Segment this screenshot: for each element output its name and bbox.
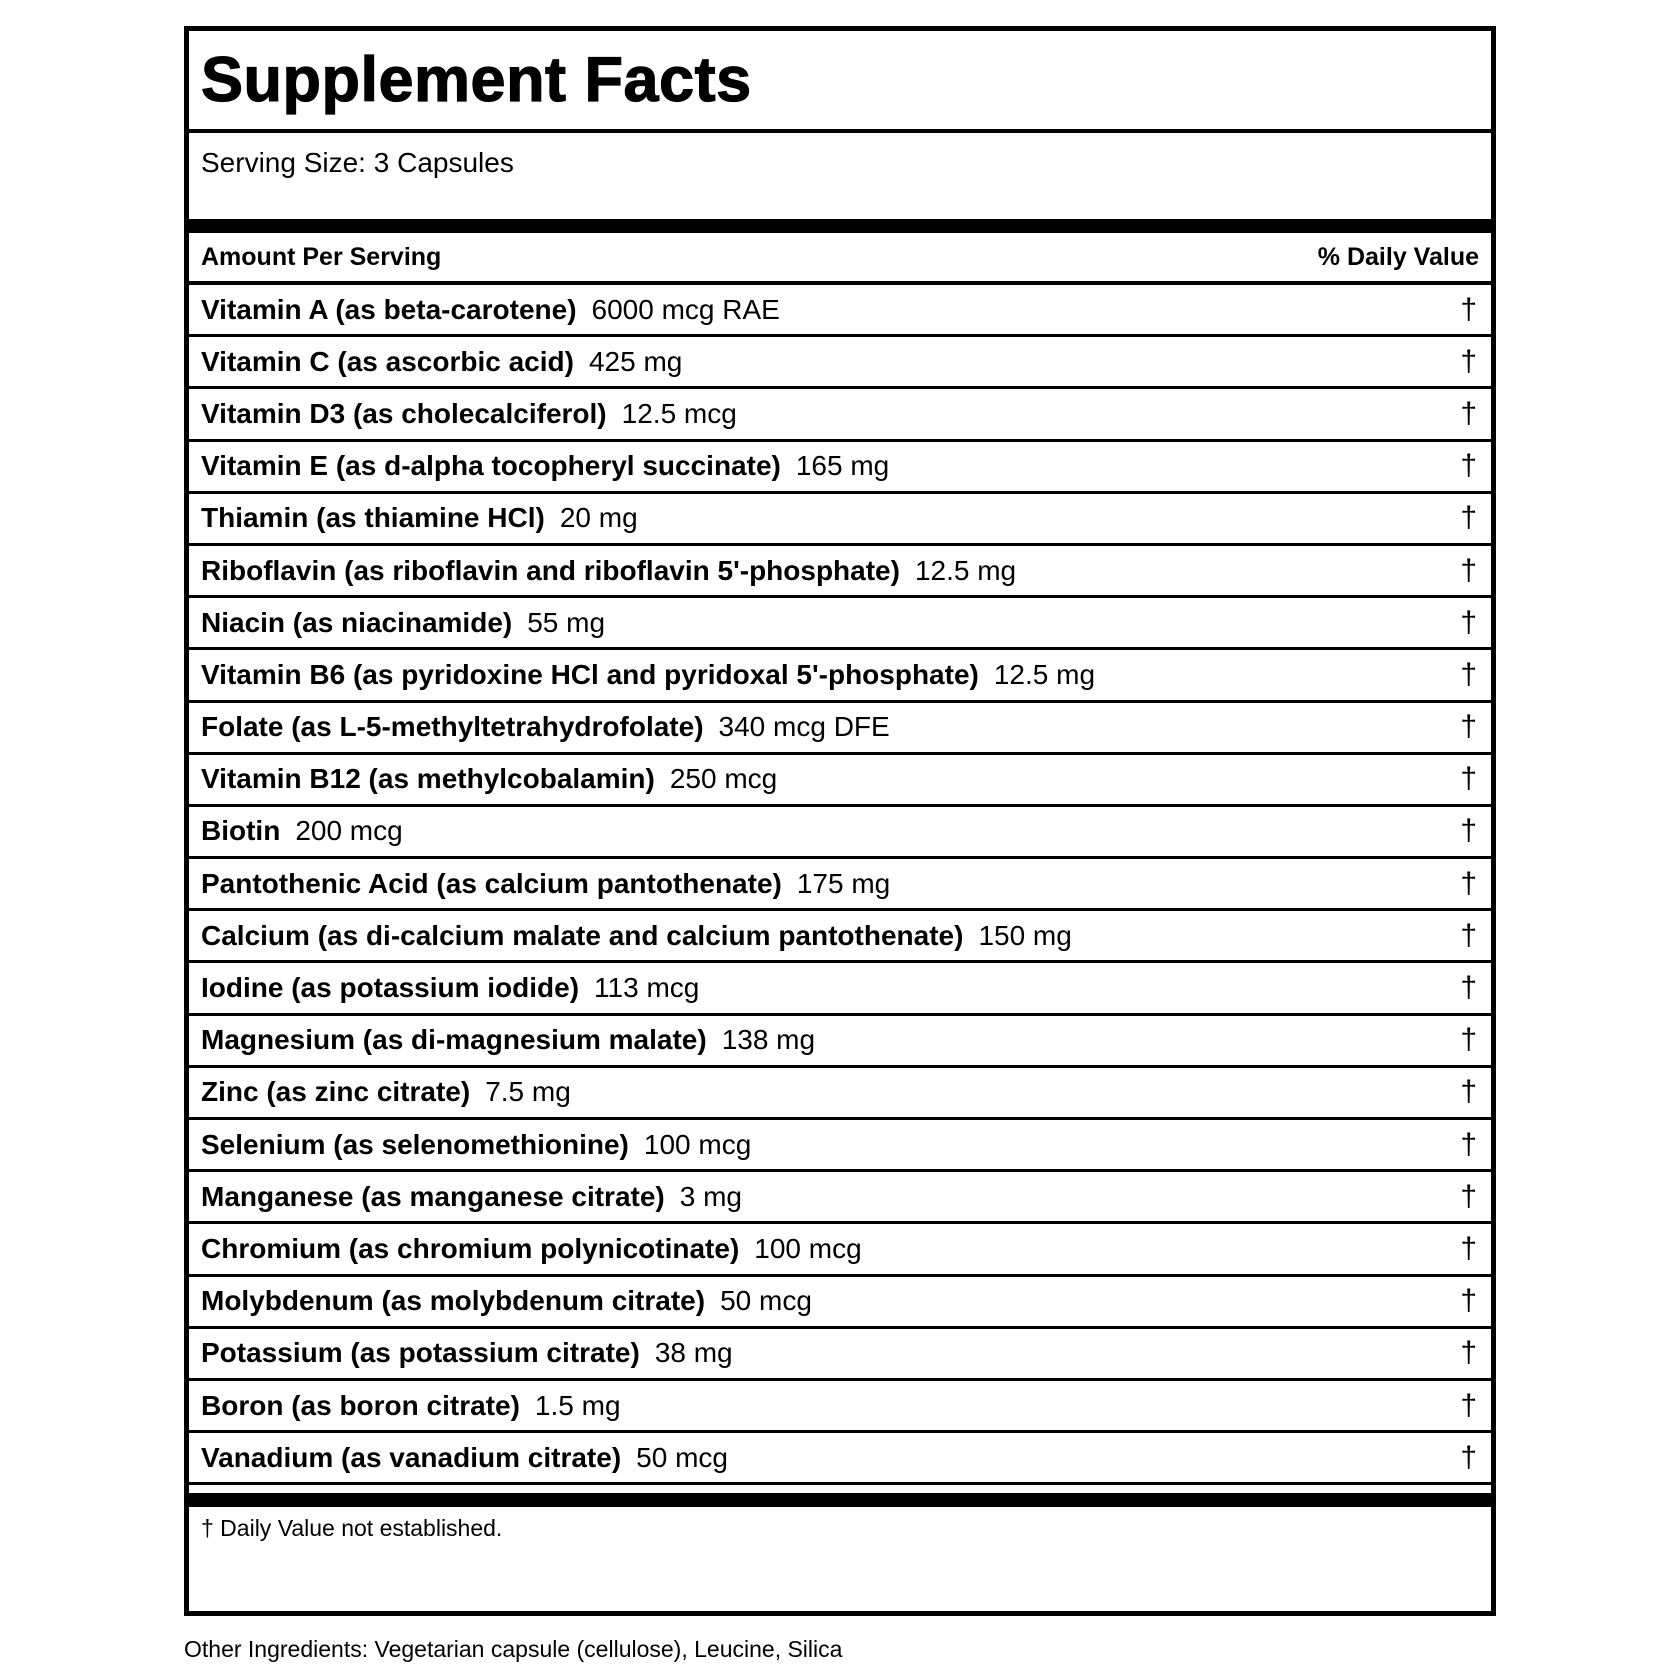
nutrient-row (189, 911, 1491, 963)
nutrient-info (201, 868, 890, 900)
nutrient-info (201, 1233, 862, 1265)
nutrient-info (201, 763, 777, 795)
nutrient-name: Folate (as L-5-methyltetrahydrofolate) (201, 711, 704, 743)
nutrient-info (201, 1076, 571, 1108)
nutrient-amount: 38 mg (654, 1337, 733, 1369)
nutrient-amount: 340 mcg DFE (718, 711, 890, 743)
nutrient-row (189, 1172, 1491, 1224)
daily-value-dagger: † (1460, 657, 1477, 691)
nutrient-name: Chromium (as chromium polynicotinate) (201, 1232, 740, 1264)
nutrient-info (201, 972, 699, 1004)
daily-value-dagger: † (1460, 1336, 1477, 1370)
nutrient-amount: 3 mg (679, 1180, 742, 1212)
nutrient-name: Thiamin (as thiamine HCl) (201, 502, 545, 534)
nutrient-info (201, 294, 780, 326)
nutrient-info (201, 920, 1072, 952)
nutrient-amount: 12.5 mg (914, 554, 1017, 586)
nutrient-name: Iodine (as potassium iodide) (201, 972, 580, 1004)
nutrient-name: Niacin (as niacinamide) (201, 606, 513, 638)
footnote: † Daily Value not established. (201, 1515, 503, 1542)
panel-title: Supplement Facts (201, 45, 752, 115)
nutrient-name: Manganese (as manganese citrate) (201, 1180, 665, 1212)
daily-value-dagger: † (1460, 1127, 1477, 1161)
daily-value-header: % Daily Value (1317, 242, 1479, 271)
daily-value-dagger: † (1460, 918, 1477, 952)
nutrient-row (189, 1277, 1491, 1329)
daily-value-dagger: † (1460, 710, 1477, 744)
nutrient-row (189, 285, 1491, 337)
daily-value-dagger: † (1460, 1231, 1477, 1265)
nutrient-info (201, 1442, 728, 1474)
nutrient-info (201, 1285, 812, 1317)
nutrient-name: Vitamin B6 (as pyridoxine HCl and pyridoxal 5'-phosphate) (201, 658, 979, 690)
nutrient-amount: 6000 mcg RAE (591, 293, 780, 325)
daily-value-dagger: † (1460, 971, 1477, 1005)
title-area (189, 31, 1491, 133)
nutrient-name: Vitamin A (as beta-carotene) (201, 293, 577, 325)
nutrient-amount: 113 mcg (594, 972, 700, 1004)
nutrient-name: Boron (as boron citrate) (201, 1389, 520, 1421)
nutrient-row (189, 1433, 1491, 1485)
nutrient-amount: 20 mg (559, 502, 638, 534)
nutrient-row (189, 337, 1491, 389)
nutrient-name: Riboflavin (as riboflavin and riboflavin 5'-phosphate) (201, 554, 900, 586)
daily-value-dagger: † (1460, 1075, 1477, 1109)
daily-value-dagger: † (1460, 1440, 1477, 1474)
nutrient-info (201, 555, 1016, 587)
nutrient-row (189, 650, 1491, 702)
nutrient-name: Vitamin B12 (as methylcobalamin) (201, 763, 655, 795)
nutrient-info (201, 1337, 733, 1369)
nutrient-name: Zinc (as zinc citrate) (201, 1076, 471, 1108)
nutrient-amount: 100 mcg (643, 1128, 752, 1160)
table-header (189, 233, 1491, 285)
nutrient-info (201, 659, 1095, 691)
nutrient-name: Vitamin C (as ascorbic acid) (201, 345, 574, 377)
nutrient-amount: 150 mg (978, 919, 1072, 951)
daily-value-dagger: † (1460, 866, 1477, 900)
nutrient-name: Magnesium (as di-magnesium malate) (201, 1024, 707, 1056)
nutrient-name: Calcium (as di-calcium malate and calcium pantothenate) (201, 919, 964, 951)
nutrient-amount: 55 mg (527, 606, 606, 638)
nutrient-row (189, 859, 1491, 911)
nutrient-amount: 50 mcg (636, 1441, 728, 1473)
nutrient-row (189, 703, 1491, 755)
nutrient-info (201, 607, 605, 639)
nutrient-row (189, 546, 1491, 598)
nutrient-name: Vitamin E (as d-alpha tocopheryl succinate) (201, 450, 781, 482)
nutrient-row (189, 598, 1491, 650)
daily-value-dagger: † (1460, 396, 1477, 430)
nutrient-amount: 165 mg (795, 450, 890, 482)
amount-per-serving-header: Amount Per Serving (201, 242, 442, 271)
daily-value-dagger: † (1460, 1179, 1477, 1213)
nutrient-row (189, 1016, 1491, 1068)
nutrient-amount: 138 mg (721, 1024, 816, 1056)
daily-value-dagger: † (1460, 449, 1477, 483)
daily-value-dagger: † (1460, 1284, 1477, 1318)
nutrient-amount: 100 mcg (754, 1232, 862, 1264)
daily-value-dagger: † (1460, 814, 1477, 848)
daily-value-dagger: † (1460, 762, 1477, 796)
daily-value-dagger: † (1460, 292, 1477, 326)
nutrient-name: Vitamin D3 (as cholecalciferol) (201, 397, 607, 429)
nutrient-info (201, 1390, 621, 1422)
bottom-divider (189, 1485, 1491, 1507)
nutrient-row (189, 963, 1491, 1015)
other-ingredients: Other Ingredients: Vegetarian capsule (cellulose), Leucine, Silica (184, 1636, 843, 1662)
daily-value-dagger: † (1460, 501, 1477, 535)
nutrient-rows (189, 285, 1491, 1485)
supplement-facts-panel (184, 26, 1496, 1616)
nutrient-row (189, 1120, 1491, 1172)
nutrient-info (201, 346, 682, 378)
nutrient-amount: 7.5 mg (485, 1076, 571, 1108)
nutrient-row (189, 755, 1491, 807)
nutrient-name: Selenium (as selenomethionine) (201, 1128, 629, 1160)
daily-value-dagger: † (1460, 553, 1477, 587)
nutrient-row (189, 389, 1491, 441)
serving-size: Serving Size: 3 Capsules (201, 147, 514, 178)
nutrient-amount: 200 mcg (295, 815, 403, 847)
nutrient-amount: 12.5 mg (993, 658, 1096, 690)
daily-value-dagger: † (1460, 344, 1477, 378)
serving-size-area (189, 133, 1491, 233)
nutrient-amount: 250 mcg (669, 763, 778, 795)
nutrient-info (201, 398, 737, 430)
nutrient-info (201, 1024, 815, 1056)
nutrient-info (201, 1181, 742, 1213)
nutrient-amount: 1.5 mg (534, 1389, 621, 1421)
nutrient-row (189, 1224, 1491, 1276)
daily-value-dagger: † (1460, 1388, 1477, 1422)
nutrient-name: Potassium (as potassium citrate) (201, 1337, 640, 1369)
nutrient-name: Biotin (201, 815, 281, 847)
nutrient-row (189, 494, 1491, 546)
nutrient-name: Molybdenum (as molybdenum citrate) (201, 1285, 706, 1317)
nutrient-name: Pantothenic Acid (as calcium pantothenate) (201, 867, 782, 899)
nutrient-row (189, 442, 1491, 494)
nutrient-info (201, 815, 403, 847)
nutrient-amount: 12.5 mcg (621, 397, 737, 429)
nutrient-name: Vanadium (as vanadium citrate) (201, 1441, 622, 1473)
daily-value-dagger: † (1460, 1023, 1477, 1057)
nutrient-info (201, 1129, 751, 1161)
nutrient-row (189, 1068, 1491, 1120)
nutrient-row (189, 807, 1491, 859)
nutrient-row (189, 1329, 1491, 1381)
nutrient-amount: 50 mcg (720, 1285, 812, 1317)
nutrient-info (201, 502, 638, 534)
nutrient-amount: 175 mg (796, 867, 891, 899)
daily-value-dagger: † (1460, 605, 1477, 639)
nutrient-amount: 425 mg (588, 345, 683, 377)
nutrient-info (201, 711, 890, 743)
nutrient-info (201, 450, 889, 482)
nutrient-row (189, 1381, 1491, 1433)
